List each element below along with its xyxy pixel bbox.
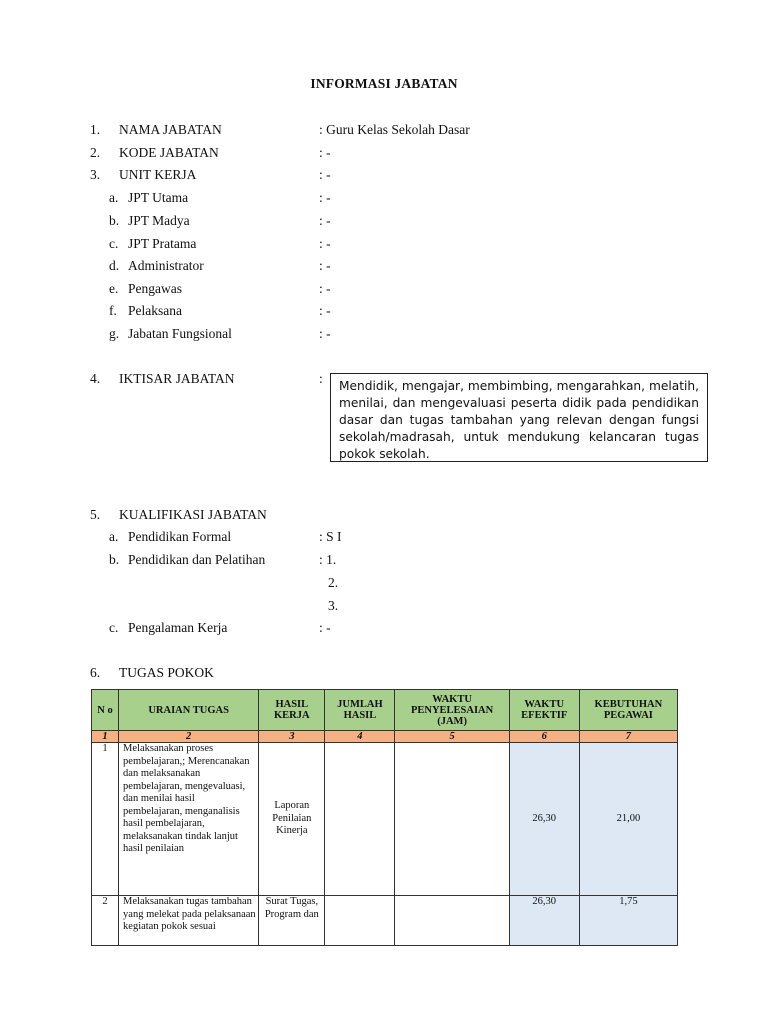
cell-no: 2 bbox=[92, 896, 119, 946]
header-waktu-penyelesaian: WAKTU PENYELESAIAN (JAM) bbox=[395, 690, 509, 731]
cell-kebutuhan-pegawai: 1,75 bbox=[579, 896, 677, 946]
sub-label: Pengalaman Kerja bbox=[128, 620, 228, 635]
item-label: TUGAS POKOK bbox=[119, 665, 214, 680]
sub-letter: e. bbox=[109, 281, 119, 296]
sub-label: Pendidikan Formal bbox=[128, 529, 232, 544]
sub-label: Pelaksana bbox=[128, 303, 182, 318]
index-cell: 2 bbox=[119, 731, 259, 743]
sub-letter: c. bbox=[109, 236, 119, 251]
sub-value: : 1. bbox=[319, 552, 337, 567]
cell-waktu-efektif: 26,30 bbox=[509, 896, 579, 946]
cell-jumlah-hasil bbox=[325, 743, 395, 896]
header-no: N o bbox=[92, 690, 119, 731]
sub-label: Administrator bbox=[128, 258, 204, 273]
list-number: 3. bbox=[328, 598, 339, 613]
list-number: 2. bbox=[328, 575, 339, 590]
sub-value: : - bbox=[319, 620, 331, 635]
header-hasil-kerja: HASIL KERJA bbox=[259, 690, 325, 731]
sub-letter: c. bbox=[109, 620, 119, 635]
item-number: 4. bbox=[90, 371, 101, 386]
header-kebutuhan-pegawai: KEBUTUHAN PEGAWAI bbox=[579, 690, 677, 731]
cell-kebutuhan-pegawai: 21,00 bbox=[579, 743, 677, 896]
header-jumlah-hasil: JUMLAH HASIL bbox=[325, 690, 395, 731]
sub-value: : - bbox=[319, 213, 331, 228]
sub-value: : - bbox=[319, 281, 331, 296]
sub-label: JPT Pratama bbox=[128, 236, 197, 251]
sub-letter: f. bbox=[109, 303, 117, 318]
cell-uraian: Melaksanakan tugas tambahan yang melekat pada pelaksanaan kegiatan pokok sesuai bbox=[119, 896, 259, 946]
index-cell: 7 bbox=[579, 731, 677, 743]
index-cell: 3 bbox=[259, 731, 325, 743]
sub-letter: a. bbox=[109, 190, 119, 205]
item-number: 1. bbox=[90, 122, 101, 137]
index-cell: 5 bbox=[395, 731, 509, 743]
sub-value: : - bbox=[319, 303, 331, 318]
tugas-pokok-table bbox=[91, 689, 678, 946]
table-index-row bbox=[92, 731, 678, 743]
table-row bbox=[92, 743, 678, 896]
sub-value: : - bbox=[319, 258, 331, 273]
sub-value: : - bbox=[319, 326, 331, 341]
item-label: KUALIFIKASI JABATAN bbox=[119, 507, 267, 522]
cell-waktu-penyelesaian bbox=[395, 896, 509, 946]
item-label: NAMA JABATAN bbox=[119, 122, 222, 137]
cell-jumlah-hasil bbox=[325, 896, 395, 946]
cell-hasil-kerja: Laporan Penilaian Kinerja bbox=[259, 743, 325, 896]
cell-waktu-efektif: 26,30 bbox=[509, 743, 579, 896]
item-value: : bbox=[319, 371, 323, 386]
sub-letter: b. bbox=[109, 213, 120, 228]
sub-letter: a. bbox=[109, 529, 119, 544]
item-label: KODE JABATAN bbox=[119, 145, 219, 160]
sub-letter: b. bbox=[109, 552, 120, 567]
sub-letter: g. bbox=[109, 326, 120, 341]
item-number: 5. bbox=[90, 507, 101, 522]
sub-value: : - bbox=[319, 236, 331, 251]
sub-letter: d. bbox=[109, 258, 120, 273]
item-number: 6. bbox=[90, 665, 101, 680]
sub-label: JPT Madya bbox=[128, 213, 190, 228]
cell-waktu-penyelesaian bbox=[395, 743, 509, 896]
sub-label: Pendidikan dan Pelatihan bbox=[128, 552, 266, 567]
table-header-row bbox=[92, 690, 678, 731]
iktisar-text-box: Mendidik, mengajar, membimbing, mengarahkan, melatih, menilai, dan mengevaluasi peserta didik pada pendidikan dasar dan tugas tambahan yang relevan dengan fungsi sekolah/madrasah, untuk mendukung kelancaran tugas pokok sekolah. bbox=[330, 373, 708, 462]
header-uraian-tugas: URAIAN TUGAS bbox=[119, 690, 259, 731]
cell-uraian: Melaksanakan proses pembelajaran,; Merencanakan dan melaksanakan pembelajaran, mengevaluasi, dan menilai hasil pembelajaran, menganalisis hasil pembelajaran, melaksanakan tindak lanjut hasil penilaian bbox=[119, 743, 259, 896]
page-title: INFORMASI JABATAN bbox=[310, 76, 458, 91]
sub-value: : - bbox=[319, 190, 331, 205]
item-value: : Guru Kelas Sekolah Dasar bbox=[319, 122, 470, 137]
item-number: 2. bbox=[90, 145, 101, 160]
header-waktu-efektif: WAKTU EFEKTIF bbox=[509, 690, 579, 731]
item-label: UNIT KERJA bbox=[119, 167, 197, 182]
sub-label: Jabatan Fungsional bbox=[128, 326, 232, 341]
sub-label: Pengawas bbox=[128, 281, 182, 296]
item-value: : - bbox=[319, 167, 331, 182]
sub-label: JPT Utama bbox=[128, 190, 189, 205]
cell-no: 1 bbox=[92, 743, 119, 896]
index-cell: 1 bbox=[92, 731, 119, 743]
item-label: IKTISAR JABATAN bbox=[119, 371, 235, 386]
table-row bbox=[92, 896, 678, 946]
index-cell: 6 bbox=[509, 731, 579, 743]
index-cell: 4 bbox=[325, 731, 395, 743]
cell-hasil-kerja: Surat Tugas, Program dan bbox=[259, 896, 325, 946]
item-number: 3. bbox=[90, 167, 101, 182]
sub-value: : S I bbox=[319, 529, 342, 544]
item-value: : - bbox=[319, 145, 331, 160]
